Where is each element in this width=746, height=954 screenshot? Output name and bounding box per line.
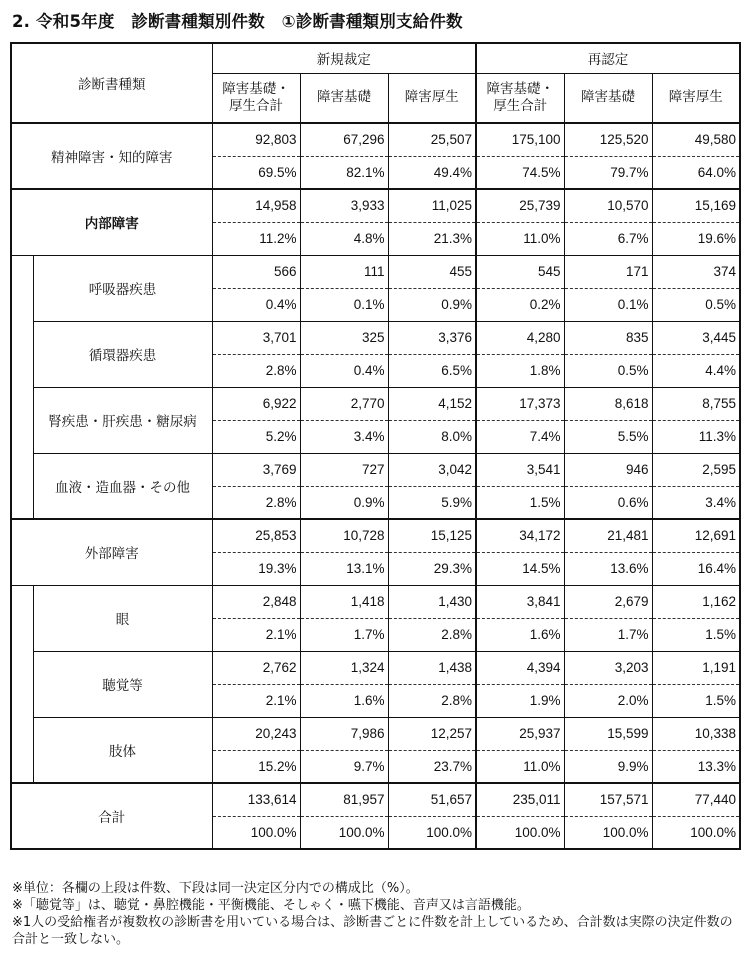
cell-ratio: 2.0% — [564, 684, 652, 717]
cell-ratio: 11.2% — [212, 222, 300, 255]
cell-count: 125,520 — [564, 123, 652, 156]
cell-ratio: 0.1% — [564, 288, 652, 321]
header-new-basic: 障害基礎 — [300, 73, 388, 123]
row-label: 外部障害 — [11, 519, 212, 585]
cell-ratio: 19.6% — [652, 222, 740, 255]
cell-count: 3,841 — [476, 585, 564, 618]
cell-ratio: 0.4% — [212, 288, 300, 321]
cell-count: 835 — [564, 321, 652, 354]
cell-ratio: 1.7% — [300, 618, 388, 651]
cell-ratio: 100.0% — [300, 816, 388, 849]
cell-count: 11,025 — [388, 189, 476, 222]
cell-ratio: 64.0% — [652, 156, 740, 189]
cell-count: 15,599 — [564, 717, 652, 750]
header-diagnosis-type: 診断書種類 — [11, 43, 212, 123]
cell-ratio: 2.8% — [388, 684, 476, 717]
cell-count: 3,203 — [564, 651, 652, 684]
row-label: 合計 — [11, 783, 212, 849]
header-recert-total: 障害基礎・ 厚生合計 — [476, 73, 564, 123]
cell-count: 175,100 — [476, 123, 564, 156]
cell-count: 8,618 — [564, 387, 652, 420]
cell-count: 14,958 — [212, 189, 300, 222]
cell-ratio: 0.9% — [388, 288, 476, 321]
cell-ratio: 100.0% — [212, 816, 300, 849]
cell-ratio: 1.5% — [652, 684, 740, 717]
cell-count: 15,169 — [652, 189, 740, 222]
table-row — [11, 783, 740, 816]
row-label-child: 腎疾患・肝疾患・糖尿病 — [33, 387, 212, 453]
cell-count: 25,853 — [212, 519, 300, 552]
row-label-child: 聴覚等 — [33, 651, 212, 717]
cell-ratio: 3.4% — [300, 420, 388, 453]
cell-ratio: 79.7% — [564, 156, 652, 189]
header-new-employee: 障害厚生 — [388, 73, 476, 123]
cell-count: 77,440 — [652, 783, 740, 816]
table-row — [11, 453, 740, 486]
header-group-new: 新規裁定 — [212, 43, 476, 73]
row-label: 内部障害 — [11, 189, 212, 255]
table-row — [11, 123, 740, 156]
cell-count: 25,739 — [476, 189, 564, 222]
table-row — [11, 651, 740, 684]
table-row — [11, 585, 740, 618]
cell-ratio: 69.5% — [212, 156, 300, 189]
diagnosis-type-table — [10, 42, 741, 850]
cell-count: 374 — [652, 255, 740, 288]
indent-spacer — [11, 585, 33, 651]
cell-ratio: 0.5% — [652, 288, 740, 321]
cell-count: 3,701 — [212, 321, 300, 354]
cell-count: 20,243 — [212, 717, 300, 750]
cell-count: 12,691 — [652, 519, 740, 552]
cell-count: 3,445 — [652, 321, 740, 354]
cell-ratio: 100.0% — [476, 816, 564, 849]
cell-ratio: 3.4% — [652, 486, 740, 519]
cell-ratio: 13.3% — [652, 750, 740, 783]
cell-count: 81,957 — [300, 783, 388, 816]
cell-count: 2,595 — [652, 453, 740, 486]
cell-count: 545 — [476, 255, 564, 288]
table-row — [11, 519, 740, 552]
cell-count: 49,580 — [652, 123, 740, 156]
cell-ratio: 100.0% — [388, 816, 476, 849]
cell-ratio: 16.4% — [652, 552, 740, 585]
cell-count: 946 — [564, 453, 652, 486]
cell-count: 171 — [564, 255, 652, 288]
cell-ratio: 4.4% — [652, 354, 740, 387]
cell-ratio: 2.8% — [388, 618, 476, 651]
cell-ratio: 13.6% — [564, 552, 652, 585]
cell-ratio: 15.2% — [212, 750, 300, 783]
cell-count: 4,152 — [388, 387, 476, 420]
header-recert-basic: 障害基礎 — [564, 73, 652, 123]
cell-ratio: 11.3% — [652, 420, 740, 453]
cell-count: 3,042 — [388, 453, 476, 486]
footnote-unit: ※単位：各欄の上段は件数、下段は同一決定区分内での構成比（%）。 — [12, 881, 419, 896]
header-recert-employee: 障害厚生 — [652, 73, 740, 123]
row-label-child: 眼 — [33, 585, 212, 651]
cell-ratio: 11.0% — [476, 750, 564, 783]
cell-count: 92,803 — [212, 123, 300, 156]
cell-count: 2,679 — [564, 585, 652, 618]
table-row — [11, 321, 740, 354]
cell-count: 1,162 — [652, 585, 740, 618]
cell-ratio: 2.8% — [212, 354, 300, 387]
cell-ratio: 7.4% — [476, 420, 564, 453]
cell-count: 21,481 — [564, 519, 652, 552]
cell-count: 10,338 — [652, 717, 740, 750]
cell-ratio: 5.2% — [212, 420, 300, 453]
table-row — [11, 387, 740, 420]
cell-ratio: 6.5% — [388, 354, 476, 387]
cell-ratio: 0.6% — [564, 486, 652, 519]
cell-count: 157,571 — [564, 783, 652, 816]
footnote-multiple: ※1人の受給権者が複数枚の診断書を用いている場合は、診断書ごとに件数を計上しているため、合計数は実際の決定件数の合計と一致しない。 — [12, 915, 733, 947]
cell-ratio: 2.1% — [212, 618, 300, 651]
cell-ratio: 13.1% — [300, 552, 388, 585]
cell-ratio: 0.1% — [300, 288, 388, 321]
indent-spacer — [11, 321, 33, 387]
indent-spacer — [11, 453, 33, 519]
cell-count: 8,755 — [652, 387, 740, 420]
cell-ratio: 2.8% — [212, 486, 300, 519]
cell-ratio: 1.7% — [564, 618, 652, 651]
cell-count: 566 — [212, 255, 300, 288]
footnote-hearing: ※「聴覚等」は、聴覚・鼻腔機能・平衡機能、そしゃく・嚥下機能、音声又は言語機能。 — [12, 898, 530, 913]
cell-ratio: 100.0% — [564, 816, 652, 849]
cell-ratio: 0.4% — [300, 354, 388, 387]
cell-count: 51,657 — [388, 783, 476, 816]
footnotes — [12, 880, 738, 948]
cell-ratio: 11.0% — [476, 222, 564, 255]
indent-spacer — [11, 387, 33, 453]
cell-count: 10,728 — [300, 519, 388, 552]
cell-count: 3,541 — [476, 453, 564, 486]
cell-count: 325 — [300, 321, 388, 354]
cell-ratio: 1.5% — [652, 618, 740, 651]
cell-count: 455 — [388, 255, 476, 288]
cell-count: 4,394 — [476, 651, 564, 684]
indent-spacer — [11, 651, 33, 717]
cell-count: 1,324 — [300, 651, 388, 684]
cell-ratio: 14.5% — [476, 552, 564, 585]
cell-count: 17,373 — [476, 387, 564, 420]
cell-count: 4,280 — [476, 321, 564, 354]
table-row — [11, 189, 740, 222]
cell-ratio: 23.7% — [388, 750, 476, 783]
cell-count: 3,769 — [212, 453, 300, 486]
cell-count: 2,770 — [300, 387, 388, 420]
cell-ratio: 82.1% — [300, 156, 388, 189]
cell-count: 3,376 — [388, 321, 476, 354]
cell-ratio: 9.9% — [564, 750, 652, 783]
cell-ratio: 1.6% — [300, 684, 388, 717]
header-new-total: 障害基礎・ 厚生合計 — [212, 73, 300, 123]
cell-ratio: 1.5% — [476, 486, 564, 519]
cell-ratio: 0.5% — [564, 354, 652, 387]
cell-count: 25,937 — [476, 717, 564, 750]
indent-spacer — [11, 717, 33, 783]
cell-ratio: 74.5% — [476, 156, 564, 189]
cell-ratio: 0.2% — [476, 288, 564, 321]
cell-count: 133,614 — [212, 783, 300, 816]
table-row — [11, 717, 740, 750]
cell-ratio: 100.0% — [652, 816, 740, 849]
cell-ratio: 2.1% — [212, 684, 300, 717]
indent-spacer — [11, 255, 33, 321]
table-row — [11, 255, 740, 288]
cell-count: 1,418 — [300, 585, 388, 618]
cell-ratio: 8.0% — [388, 420, 476, 453]
cell-ratio: 5.9% — [388, 486, 476, 519]
cell-ratio: 5.5% — [564, 420, 652, 453]
table-body — [11, 123, 740, 849]
cell-count: 34,172 — [476, 519, 564, 552]
cell-count: 25,507 — [388, 123, 476, 156]
cell-ratio: 21.3% — [388, 222, 476, 255]
row-label-child: 呼吸器疾患 — [33, 255, 212, 321]
row-label-child: 肢体 — [33, 717, 212, 783]
cell-ratio: 0.9% — [300, 486, 388, 519]
row-label: 精神障害・知的障害 — [11, 123, 212, 189]
cell-ratio: 49.4% — [388, 156, 476, 189]
cell-count: 67,296 — [300, 123, 388, 156]
row-label-child: 循環器疾患 — [33, 321, 212, 387]
cell-ratio: 1.9% — [476, 684, 564, 717]
cell-count: 111 — [300, 255, 388, 288]
cell-count: 235,011 — [476, 783, 564, 816]
cell-count: 1,438 — [388, 651, 476, 684]
cell-count: 12,257 — [388, 717, 476, 750]
cell-ratio: 9.7% — [300, 750, 388, 783]
cell-count: 1,430 — [388, 585, 476, 618]
cell-count: 10,570 — [564, 189, 652, 222]
cell-count: 6,922 — [212, 387, 300, 420]
cell-count: 3,933 — [300, 189, 388, 222]
cell-count: 7,986 — [300, 717, 388, 750]
page-title: 2. 令和5年度 診断書種類別件数 ①診断書種類別支給件数 — [12, 12, 463, 31]
cell-count: 727 — [300, 453, 388, 486]
cell-count: 1,191 — [652, 651, 740, 684]
cell-count: 15,125 — [388, 519, 476, 552]
header-group-recert: 再認定 — [476, 43, 740, 73]
cell-ratio: 1.6% — [476, 618, 564, 651]
cell-ratio: 4.8% — [300, 222, 388, 255]
row-label-child: 血液・造血器・その他 — [33, 453, 212, 519]
cell-ratio: 19.3% — [212, 552, 300, 585]
cell-ratio: 29.3% — [388, 552, 476, 585]
cell-count: 2,848 — [212, 585, 300, 618]
cell-count: 2,762 — [212, 651, 300, 684]
cell-ratio: 6.7% — [564, 222, 652, 255]
cell-ratio: 1.8% — [476, 354, 564, 387]
